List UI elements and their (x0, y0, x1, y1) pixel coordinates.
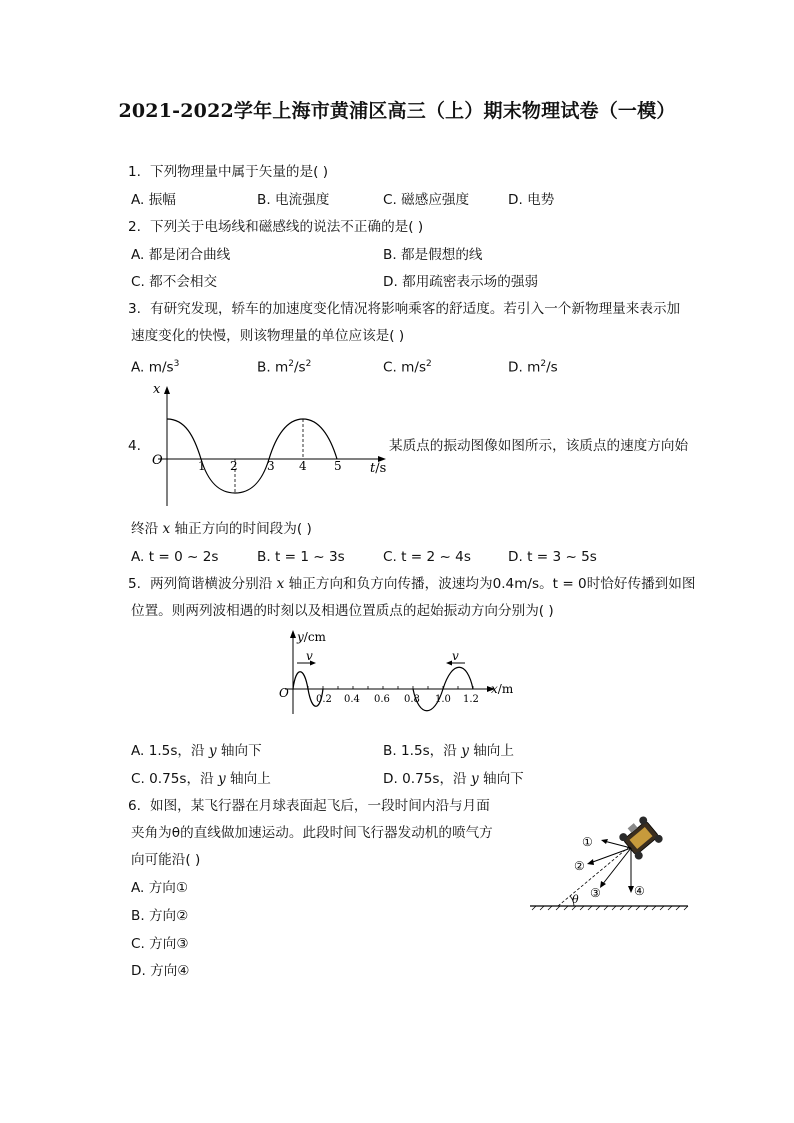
q6-arrow-3-head (600, 881, 606, 888)
q4-option-a: A. t = 0 ~ 2s (131, 549, 219, 565)
q6-option-d: D. 方向④ (131, 963, 190, 979)
q2-option-d: D. 都用疏密表示场的强弱 (383, 274, 539, 290)
q4-y-axis-arrow (164, 386, 170, 394)
q5-x-label: x/m (491, 682, 514, 696)
q6-label-1: ① (582, 835, 593, 849)
q4-curve (167, 419, 337, 493)
q5-right-v-label: v (452, 649, 459, 663)
question-6-stem-line1: 6. 如图，某飞行器在月球表面起飞后，一段时间内沿与月面 (128, 798, 490, 814)
q4-y-label: x (153, 382, 161, 397)
q3-option-b: B. $m^2/s^2$ (257, 359, 312, 376)
q5-wave-graph (275, 626, 525, 718)
q5-option-a: A. 1.5s，沿 y 轴向下 (131, 743, 262, 759)
q5-option-c: C. 0.75s，沿 y 轴向上 (131, 771, 271, 787)
q6-option-c: C. 方向③ (131, 936, 189, 952)
question-4-stem-line2: 终沿 x 轴正方向的时间段为( ) (131, 521, 312, 537)
q4-vibration-graph (140, 378, 390, 510)
page-title: 2021-2022学年上海市黄浦区高三（上）期末物理试卷（一模） (118, 100, 676, 122)
q4-origin-label: O (152, 453, 163, 468)
q1-option-b: B. 电流强度 (257, 192, 330, 208)
q6-spacecraft-icon (618, 815, 665, 861)
q4-tick-5: 5 (334, 459, 342, 473)
question-4-stem-line1: 某质点的振动图像如图所示，该质点的速度方向始 (389, 438, 689, 454)
q6-arrow-1-head (601, 839, 608, 844)
q5-origin-label: O (279, 686, 289, 700)
q2-option-b: B. 都是假想的线 (383, 247, 483, 263)
q6-angle-label: θ (572, 893, 579, 906)
question-6-stem-line2: 夹角为θ的直线做加速运动。此段时间飞行器发动机的喷气方 (131, 825, 493, 841)
q6-option-a: A. 方向① (131, 880, 189, 896)
q2-option-a: A. 都是闭合曲线 (131, 247, 231, 263)
q4-option-b: B. t = 1 ~ 3s (257, 549, 345, 565)
q4-tick-4: 4 (299, 459, 307, 473)
q4-tick-3: 3 (267, 459, 275, 473)
question-4-number: 4. (128, 438, 141, 454)
q4-option-d: D. t = 3 ~ 5s (508, 549, 597, 565)
q5-tick-1.2: 1.2 (463, 694, 479, 705)
q1-option-a: A. 振幅 (131, 192, 176, 208)
q5-left-v-label: v (306, 649, 313, 663)
q5-y-label: y/cm (297, 630, 326, 644)
q6-arrow-2-head (587, 859, 594, 865)
q2-option-c: C. 都不会相交 (131, 274, 218, 290)
q6-spacecraft-figure (528, 808, 693, 914)
q6-direction-arrows (590, 841, 631, 890)
q5-tick-0.2: 0.2 (316, 694, 332, 705)
q5-tick-0.8: 0.8 (404, 694, 420, 705)
q4-tick-2: 2 (230, 459, 238, 473)
q4-tick-1: 1 (198, 459, 206, 473)
q6-label-3: ③ (590, 886, 601, 900)
q3-option-c: C. $m/s^2$ (383, 359, 432, 376)
q5-tick-0.4: 0.4 (344, 694, 360, 705)
question-3-stem-line2: 速度变化的快慢，则该物理量的单位应该是( ) (131, 328, 405, 344)
question-2-stem: 2. 下列关于电场线和磁感线的说法不正确的是( ) (128, 219, 424, 235)
question-3-stem-line1: 3. 有研究发现，轿车的加速度变化情况将影响乘客的舒适度。若引入一个新物理量来表示加 (128, 301, 681, 317)
q1-option-c: C. 磁感应强度 (383, 192, 470, 208)
q3-option-d: D. $m^2/s$ (508, 359, 558, 376)
q6-option-b: B. 方向② (131, 908, 189, 924)
q5-y-axis-arrow (290, 630, 296, 638)
q1-option-d: D. 电势 (508, 192, 555, 208)
question-1-stem: 1. 下列物理量中属于矢量的是( ) (128, 164, 329, 180)
q6-label-2: ② (574, 859, 585, 873)
q5-option-b: B. 1.5s，沿 y 轴向上 (383, 743, 514, 759)
question-5-stem-line1: 5. 两列简谐横波分别沿 x 轴正方向和负方向传播，波速均为0.4m/s。t = 0时恰好传播到如图 (128, 576, 696, 592)
q4-option-c: C. t = 2 ~ 4s (383, 549, 471, 565)
q5-tick-0.6: 0.6 (374, 694, 390, 705)
q5-option-d: D. 0.75s，沿 y 轴向下 (383, 771, 524, 787)
question-6-stem-line3: 向可能沿( ) (131, 852, 201, 868)
question-5-stem-line2: 位置。则两列波相遇的时刻以及相遇位置质点的起始振动方向分别为( ) (131, 603, 554, 619)
q3-option-a: A. $m/s^3$ (131, 359, 180, 376)
q4-x-label: t/s (370, 461, 387, 476)
q6-label-4: ④ (634, 884, 645, 898)
q5-tick-1.0: 1.0 (435, 694, 451, 705)
